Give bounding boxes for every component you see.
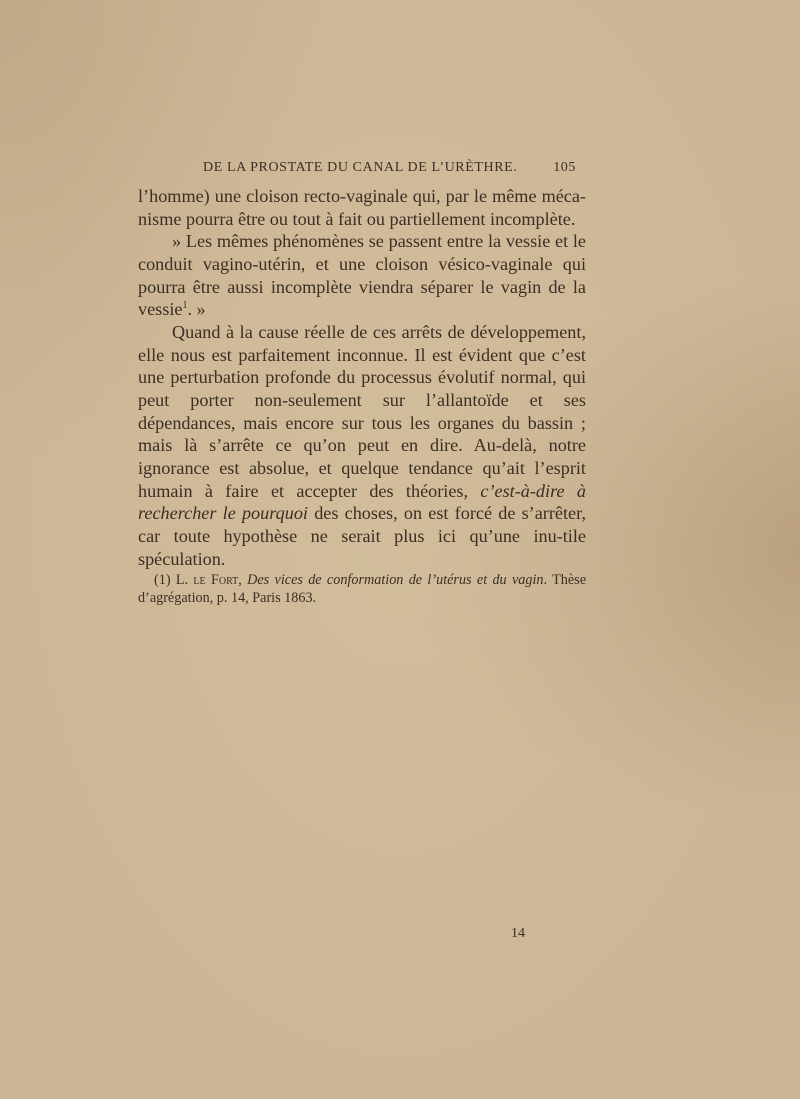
page-number: 105 — [553, 160, 576, 175]
paragraph-3 — [138, 321, 586, 570]
running-head-title: DE LA PROSTATE DU CANAL DE L’URÈTHRE. — [203, 160, 518, 175]
footnote-title: Des vices de conformation de l’utérus et du vagin — [247, 572, 544, 588]
footnote — [138, 571, 586, 607]
footnote-text — [138, 571, 586, 607]
footnote-author: le Fort — [193, 572, 239, 588]
body-text — [138, 185, 586, 570]
footnote-author-prefix: L. — [175, 572, 194, 588]
paragraph-2 — [138, 230, 586, 321]
footnote-marker: (1) — [154, 572, 171, 588]
paragraph-3-text-a: Quand à la cause réelle de ces arrêts de développement, elle nous est parfaitement inconnue. Il est évident que c’est une perturbation profonde du processus évolutif normal, qui peut porter non-seulement sur l’allantoïde et ses dépendances, mais encore sur tous les organes du bassin ; mais là s’arrête ce qu’on peut en dire. Au-delà, notre ignorance est absolue, et quelque tendance qu’ait l’esprit humain à faire et accepter des théories, — [138, 321, 586, 501]
footnote-reference: 1 — [182, 300, 188, 312]
paragraph-3-text-b: des choses, on est forcé de s’arrêter, car toute hypothèse ne serait plus ici qu’une inu-tile spéculation. — [138, 503, 586, 569]
paragraph-3-italic: c’est-à-dire à rechercher le pourquoi — [138, 480, 586, 524]
paragraph-2-tail: . » — [187, 299, 206, 320]
footnote-rest: . Thèse d’agrégation, p. 14, Paris 1863. — [138, 572, 586, 606]
paragraph-2-text: » Les mêmes phénomènes se passent entre la vessie et le conduit vagino-utérin, et une cloison vésico-vaginale qui pourra être aussi incomplète viendra séparer le vagin de la vessie — [138, 231, 586, 320]
paragraph-1: l’homme) une cloison recto-vaginale qui, par le même méca-nisme pourra être ou tout à fait ou partiellement incomplète. — [138, 186, 586, 229]
signature-mark: 14 — [511, 926, 525, 941]
footnote-separator: , — [238, 572, 248, 588]
running-head — [203, 160, 576, 176]
